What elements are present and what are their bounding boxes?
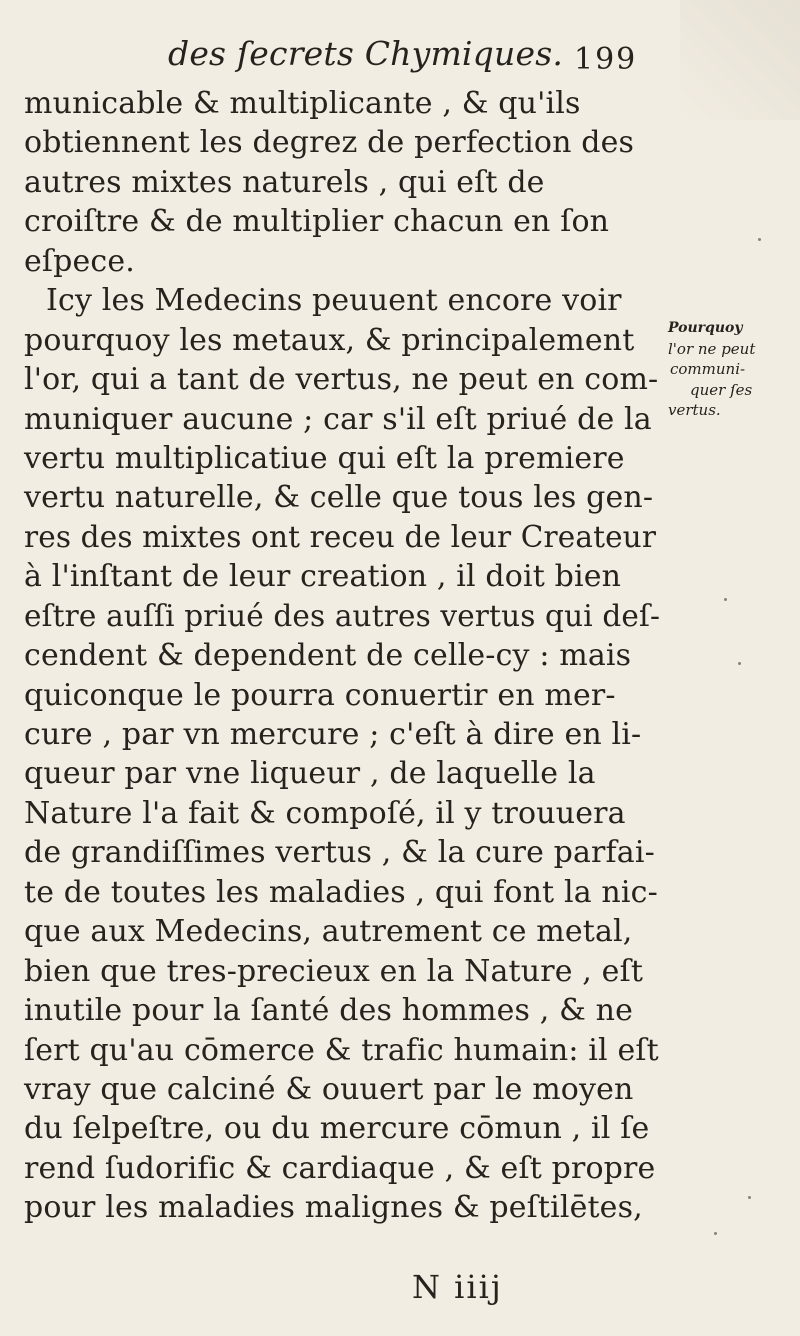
paper-speck: [738, 662, 741, 665]
text-line: à l'inſtant de leur creation , il doit bien: [24, 559, 622, 595]
text-line: eſtre auſſi priué des autres vertus qui deſ-: [24, 598, 661, 633]
text-line: que aux Medecins, autrement ce metal,: [24, 914, 633, 950]
text-line: inutile pour la ſanté des hommes , & ne: [24, 993, 633, 1029]
text-line: obtiennent les degrez de perfection des: [24, 125, 635, 161]
text-line: municable & multiplicante , & qu'ils: [24, 86, 581, 121]
margin-note-line: communi-: [670, 360, 746, 378]
catchword: N iiij: [412, 1268, 503, 1306]
text-line: rend ſudorific & cardiaque , & eſt propre: [24, 1150, 656, 1186]
text-line: muniquer aucune ; car s'il eſt priué de la: [24, 401, 652, 437]
text-line: autres mixtes naturels , qui eſt de: [24, 164, 545, 200]
text-line: du ſelpeſtre, ou du mercure cōmun , il ſe: [24, 1111, 650, 1147]
margin-note-line: quer ſes: [690, 380, 753, 399]
margin-note-line: l'or ne peut: [668, 339, 756, 358]
text-line: pourquoy les metaux, & principalement: [24, 322, 635, 358]
body-text: [24, 84, 664, 1228]
text-line: eſpece.: [24, 243, 135, 279]
page-number: 199: [574, 42, 638, 77]
text-line: cure , par vn mercure ; c'eſt à dire en li-: [24, 717, 642, 752]
paper-speck: [724, 598, 727, 601]
running-head: des ſecrets Chymiques.: [168, 34, 564, 73]
text-line: l'or, qui a tant de vertus, ne peut en com-: [24, 362, 659, 398]
text-line: vertu multiplicatiue qui eſt la premiere: [24, 440, 625, 476]
text-line: vray que calciné & ouuert par le moyen: [24, 1071, 634, 1107]
paper-speck: [714, 1232, 717, 1235]
text-line: croiſtre & de multiplier chacun en ſon: [24, 204, 610, 240]
text-line: de grandiſſimes vertus , & la cure parfai-: [24, 835, 655, 871]
text-line: res des mixtes ont receu de leur Createur: [24, 519, 657, 554]
text-line: bien que tres-precieux en la Nature , eſt: [24, 953, 644, 989]
text-line: queur par vne liqueur , de laquelle la: [24, 756, 596, 792]
paper-speck: [748, 1196, 751, 1199]
text-line: ſert qu'au cōmerce & trafic humain: il eſt: [24, 1032, 659, 1068]
text-line: cendent & dependent de celle-cy : mais: [24, 638, 632, 674]
page-header: [0, 30, 800, 82]
text-line: Icy les Medecins peuuent encore voir: [46, 283, 622, 319]
margin-note-line: Pourquoy: [668, 320, 743, 336]
text-line: pour les maladies malignes & peſtilētes,: [24, 1190, 643, 1226]
text-line: vertu naturelle, & celle que tous les gen-: [24, 480, 654, 516]
text-line: te de toutes les maladies , qui font la nic-: [24, 874, 658, 910]
text-line: Nature l'a fait & compoſé, il y trouuera: [24, 795, 626, 831]
paper-speck: [758, 238, 761, 241]
margin-note: [668, 318, 800, 421]
text-line: quiconque le pourra conuertir en mer-: [24, 677, 616, 713]
margin-note-line: vertus.: [668, 401, 721, 419]
